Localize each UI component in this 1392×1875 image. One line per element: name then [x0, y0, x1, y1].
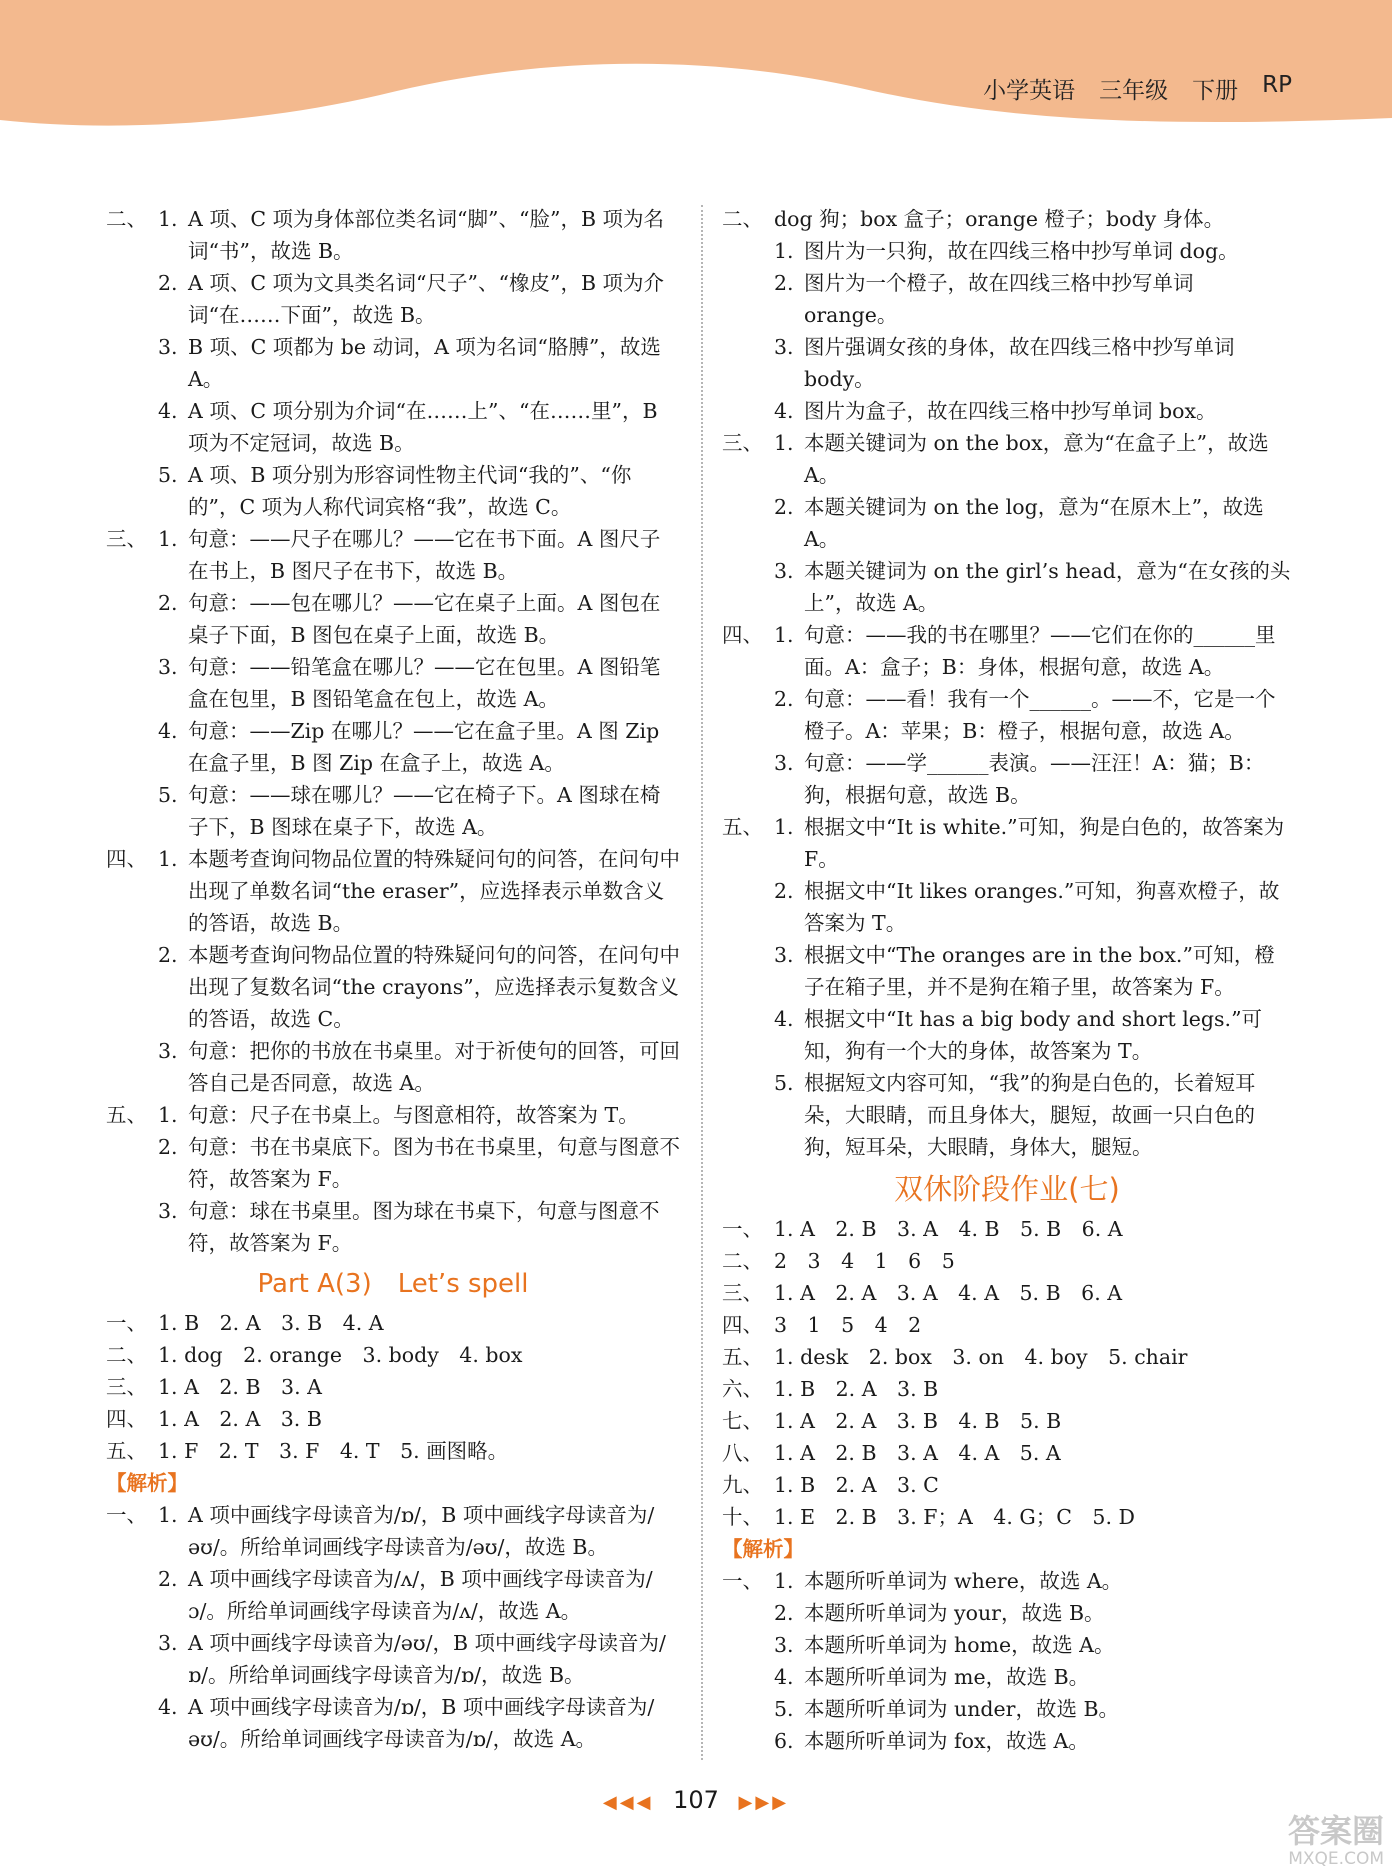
answer-text: 1. A 2. A 3. A 4. A 5. B 6. A: [774, 1281, 1123, 1305]
header-book-info: [983, 72, 1292, 105]
section-label: 一、: [722, 1569, 763, 1593]
answer-row: [722, 1245, 1292, 1277]
list-item: [158, 203, 680, 267]
item-text: A 项、C 项为文具类名词“尺子”、“橡皮”，B 项为介词“在……下面”，故选 B。: [188, 271, 665, 327]
item-number: 2.: [774, 1601, 794, 1625]
item-text: 本题关键词为 on the box，意为“在盒子上”，故选 A。: [804, 431, 1269, 487]
watermark-logo-text: 答案圈: [1287, 1812, 1384, 1850]
item-number: 4.: [774, 399, 794, 423]
list-item: [158, 1627, 680, 1691]
item-number: 2.: [774, 495, 794, 519]
answer-row: [722, 1213, 1292, 1245]
answer-row: [722, 1469, 1292, 1501]
watermark: [1288, 1813, 1384, 1869]
answer-row: [106, 1371, 680, 1403]
item-text: 句意：——包在哪儿？——它在桌子上面。A 图包在桌子下面，B 图包在桌子上面，故选 B。: [188, 591, 661, 647]
page-footer: [0, 1786, 1392, 1814]
list-item: [774, 1693, 1292, 1725]
list-item: [158, 1691, 680, 1755]
answer-section: [106, 1099, 680, 1259]
item-number: 1.: [158, 1103, 178, 1127]
answer-row: [722, 1341, 1292, 1373]
answer-text: 1. B 2. A 3. B 4. A: [158, 1311, 384, 1335]
page-number: 107: [673, 1786, 719, 1814]
analysis-heading: 【解析】: [722, 1537, 804, 1561]
item-number: 2.: [158, 271, 178, 295]
answer-text: 1. B 2. A 3. B: [774, 1377, 939, 1401]
answer-text: 1. A 2. B 3. A 4. B 5. B 6. A: [774, 1217, 1123, 1241]
item-text: 本题关键词为 on the girl’s head，意为“在女孩的头上”，故选 A。: [804, 559, 1291, 615]
item-number: 5.: [158, 463, 178, 487]
answer-row: [106, 1339, 680, 1371]
list-item: [158, 587, 680, 651]
header-subject: 小学英语: [983, 78, 1076, 104]
item-text: A 项、C 项为身体部位类名词“脚”、“脸”，B 项为名词“书”，故选 B。: [188, 207, 665, 263]
answer-text: 2 3 4 1 6 5: [774, 1249, 955, 1273]
answer-text: 1. B 2. A 3. C: [774, 1473, 939, 1497]
answer-section: [106, 203, 680, 523]
item-number: 1.: [158, 1503, 178, 1527]
list-item: [158, 523, 680, 587]
answer-row: [722, 1437, 1292, 1469]
item-number: 2.: [774, 271, 794, 295]
item-text: 图片为一个橙子，故在四线三格中抄写单词 orange。: [804, 271, 1194, 327]
header-grade: 三年级: [1099, 78, 1169, 104]
list-item: [158, 939, 680, 1035]
list-item: [774, 1565, 1292, 1597]
section-label: 二、: [106, 207, 147, 231]
header-edition: RP: [1262, 72, 1292, 98]
item-text: A 项中画线字母读音为/ʌ/，B 项中画线字母读音为/ɔ/。所给单词画线字母读音为/ʌ/，故选 A。: [188, 1567, 653, 1623]
item-number: 1.: [774, 1569, 794, 1593]
list-item: [158, 1099, 680, 1131]
item-text: 图片为盒子，故在四线三格中抄写单词 box。: [804, 399, 1217, 423]
section-label: 七、: [722, 1409, 763, 1433]
answer-text: 1. desk 2. box 3. on 4. boy 5. chair: [774, 1345, 1188, 1369]
item-number: 3.: [158, 1631, 178, 1655]
item-text: 句意：——铅笔盒在哪儿？——它在包里。A 图铅笔盒在包里，B 图铅笔盒在包上，故选 A。: [188, 655, 661, 711]
item-number: 1.: [158, 847, 178, 871]
item-number: 3.: [774, 943, 794, 967]
section-label: 十、: [722, 1505, 763, 1529]
item-text: 根据文中“It likes oranges.”可知，狗喜欢橙子，故答案为 T。: [804, 879, 1280, 935]
item-number: 3.: [774, 751, 794, 775]
left-column: [106, 203, 680, 1755]
list-item: [774, 1067, 1292, 1163]
answer-row: [106, 1435, 680, 1467]
list-item: [158, 1195, 680, 1259]
section-label: 二、: [106, 1343, 147, 1367]
item-text: 句意：把你的书放在书桌里。对于祈使句的回答，可回答自己是否同意，故选 A。: [188, 1039, 680, 1095]
answer-text: 1. A 2. A 3. B 4. B 5. B: [774, 1409, 1062, 1433]
list-item: [158, 267, 680, 331]
homework-heading: 双休阶段作业(七): [894, 1172, 1120, 1206]
item-number: 3.: [774, 559, 794, 583]
section-label: 二、: [722, 1249, 763, 1273]
answer-section: [722, 811, 1292, 1163]
item-text: 根据文中“It is white.”可知，狗是白色的，故答案为 F。: [804, 815, 1285, 871]
analysis-section: [722, 1565, 1292, 1757]
item-number: 1.: [774, 431, 794, 455]
item-number: 4.: [774, 1007, 794, 1031]
section-label: 三、: [722, 1281, 763, 1305]
section-label: 三、: [106, 1375, 147, 1399]
item-text: 句意：尺子在书桌上。与图意相符，故答案为 T。: [188, 1103, 639, 1127]
answer-text: 1. E 2. B 3. F；A 4. G；C 5. D: [774, 1505, 1135, 1529]
page-header: [0, 0, 1392, 140]
list-item: [774, 267, 1292, 331]
item-number: 5.: [774, 1697, 794, 1721]
section-label: 四、: [722, 623, 763, 647]
answer-text: 1. dog 2. orange 3. body 4. box: [158, 1343, 523, 1367]
item-text: 本题所听单词为 under，故选 B。: [804, 1697, 1120, 1721]
answer-text: 1. A 2. A 3. B: [158, 1407, 322, 1431]
item-number: 2.: [158, 1567, 178, 1591]
item-number: 1.: [158, 207, 178, 231]
list-item: [774, 1003, 1292, 1067]
list-item: [774, 875, 1292, 939]
item-number: 4.: [158, 719, 178, 743]
item-text: A 项中画线字母读音为/ɒ/，B 项中画线字母读音为/əʊ/。所给单词画线字母读音为/əʊ/，故选 B。: [188, 1503, 655, 1559]
item-text: 本题所听单词为 home，故选 A。: [804, 1633, 1115, 1657]
answer-text: 1. A 2. B 3. A 4. A 5. A: [774, 1441, 1061, 1465]
answer-section: [106, 843, 680, 1099]
item-number: 1.: [158, 527, 178, 551]
list-item: [774, 1725, 1292, 1757]
item-number: 6.: [774, 1729, 794, 1753]
item-number: 2.: [774, 687, 794, 711]
item-text: A 项、C 项分别为介词“在……上”、“在……里”，B 项为不定冠词，故选 B。: [188, 399, 658, 455]
section-label: 八、: [722, 1441, 763, 1465]
item-number: 2.: [158, 1135, 178, 1159]
list-item: [774, 939, 1292, 1003]
item-number: 1.: [774, 239, 794, 263]
answer-row: [722, 1373, 1292, 1405]
item-text: 图片强调女孩的身体，故在四线三格中抄写单词 body。: [804, 335, 1235, 391]
answer-row: [106, 1403, 680, 1435]
item-text: 句意：——我的书在哪里？——它们在你的______里面。A：盒子；B：身体，根据句意，故选 A。: [804, 623, 1276, 679]
list-item: [774, 619, 1292, 683]
item-number: 2.: [774, 879, 794, 903]
list-item: [158, 331, 680, 395]
list-item: [158, 715, 680, 779]
item-number: 4.: [158, 1695, 178, 1719]
list-item: [158, 779, 680, 843]
list-item: [158, 459, 680, 523]
section-label: 五、: [106, 1439, 147, 1463]
answer-text: 1. A 2. B 3. A: [158, 1375, 322, 1399]
item-text: 本题所听单词为 your，故选 B。: [804, 1601, 1105, 1625]
section-label: 五、: [722, 815, 763, 839]
item-number: 4.: [158, 399, 178, 423]
section-label: 四、: [106, 847, 147, 871]
answer-text: 1. F 2. T 3. F 4. T 5. 画图略。: [158, 1439, 509, 1463]
item-text: 本题所听单词为 me，故选 B。: [804, 1665, 1090, 1689]
item-number: 5.: [774, 1071, 794, 1095]
item-number: 3.: [774, 335, 794, 359]
column-divider: [701, 205, 703, 1760]
item-text: 本题所听单词为 where，故选 A。: [804, 1569, 1123, 1593]
prev-arrows-icon: ◀◀◀: [602, 1792, 654, 1813]
part-heading: Part A(3) Let’s spell: [257, 1269, 529, 1299]
item-text: 句意：——看！我有一个______。——不，它是一个橙子。A：苹果；B：橙子，根据句意，故选 A。: [804, 687, 1276, 743]
section-label: 三、: [722, 431, 763, 455]
right-column: [722, 203, 1292, 1757]
list-item: [774, 491, 1292, 555]
item-number: 5.: [158, 783, 178, 807]
section-label: 六、: [722, 1377, 763, 1401]
section-label: 一、: [722, 1217, 763, 1241]
section-intro: dog 狗；box 盒子；orange 橙子；body 身体。: [774, 207, 1225, 231]
item-text: A 项中画线字母读音为/əʊ/，B 项中画线字母读音为/ɒ/。所给单词画线字母读音为/ɒ/，故选 B。: [188, 1631, 666, 1687]
item-text: 根据文中“The oranges are in the box.”可知，橙子在箱子里，并不是狗在箱子里，故答案为 F。: [804, 943, 1275, 999]
answer-row: [722, 1309, 1292, 1341]
item-number: 3.: [158, 655, 178, 679]
list-item: [774, 1597, 1292, 1629]
answer-row: [722, 1277, 1292, 1309]
answer-row: [106, 1307, 680, 1339]
list-item: [774, 683, 1292, 747]
item-text: 根据短文内容可知，“我”的狗是白色的，长着短耳朵，大眼睛，而且身体大，腿短，故画一只白色的狗，短耳朵，大眼睛，身体大，腿短。: [804, 1071, 1256, 1159]
header-term: 下册: [1192, 78, 1239, 104]
item-text: 句意：——Zip 在哪儿？——它在盒子里。A 图 Zip 在盒子里，B 图 Zip 在盒子上，故选 A。: [188, 719, 660, 775]
section-label: 四、: [722, 1313, 763, 1337]
answer-section: [106, 523, 680, 843]
list-item: [158, 1499, 680, 1563]
analysis-section: [106, 1499, 680, 1755]
item-text: A 项、B 项分别为形容词性物主代词“我的”、“你的”，C 项为人称代词宾格“我”，故选 C。: [188, 463, 632, 519]
list-item: [774, 427, 1292, 491]
item-number: 3.: [158, 335, 178, 359]
section-label: 二、: [722, 207, 763, 231]
section-label: 三、: [106, 527, 147, 551]
list-item: [158, 1131, 680, 1195]
item-number: 3.: [158, 1039, 178, 1063]
section-label: 九、: [722, 1473, 763, 1497]
list-item: [774, 1629, 1292, 1661]
item-text: 本题关键词为 on the log，意为“在原木上”，故选 A。: [804, 495, 1264, 551]
next-arrows-icon: ▶▶▶: [738, 1792, 790, 1813]
answer-text: 3 1 5 4 2: [774, 1313, 922, 1337]
answer-row: [722, 1501, 1292, 1533]
item-number: 1.: [774, 623, 794, 647]
section-label: 五、: [722, 1345, 763, 1369]
item-text: 句意：——尺子在哪儿？——它在书下面。A 图尺子在书上，B 图尺子在书下，故选 B。: [188, 527, 661, 583]
item-text: 本题考查询问物品位置的特殊疑问句的问答，在问句中出现了单数名词“the eraser”，应选择表示单数含义的答语，故选 B。: [188, 847, 680, 935]
item-text: 句意：书在书桌底下。图为书在书桌里，句意与图意不符，故答案为 F。: [188, 1135, 680, 1191]
list-item: [774, 1661, 1292, 1693]
answer-section: [722, 427, 1292, 619]
list-item: [158, 1035, 680, 1099]
item-text: 本题所听单词为 fox，故选 A。: [804, 1729, 1089, 1753]
item-number: 2.: [158, 943, 178, 967]
list-item: [158, 395, 680, 459]
list-item: [158, 1563, 680, 1627]
list-item: [774, 747, 1292, 811]
section-label: 五、: [106, 1103, 147, 1127]
watermark-url: MXQE.COM: [1288, 1849, 1384, 1869]
section-label: 一、: [106, 1311, 147, 1335]
list-item: [774, 235, 1292, 267]
item-number: 4.: [774, 1665, 794, 1689]
answer-section: [722, 203, 1292, 427]
list-item: [774, 811, 1292, 875]
analysis-heading: 【解析】: [106, 1471, 188, 1495]
item-text: B 项、C 项都为 be 动词，A 项为名词“胳膊”，故选 A。: [188, 335, 661, 391]
item-text: 根据文中“It has a big body and short legs.”可知，狗有一个大的身体，故答案为 T。: [804, 1007, 1263, 1063]
list-item: [774, 395, 1292, 427]
item-number: 3.: [774, 1633, 794, 1657]
item-number: 3.: [158, 1199, 178, 1223]
list-item: [774, 331, 1292, 395]
answer-section: [722, 619, 1292, 811]
section-label: 四、: [106, 1407, 147, 1431]
header-wave-band: [0, 0, 1392, 140]
answer-row: [722, 1405, 1292, 1437]
item-text: A 项中画线字母读音为/ɒ/，B 项中画线字母读音为/əʊ/。所给单词画线字母读音为/ɒ/，故选 A。: [188, 1695, 655, 1751]
item-text: 句意：球在书桌里。图为球在书桌下，句意与图意不符，故答案为 F。: [188, 1199, 660, 1255]
item-text: 句意：——学______表演。——汪汪！A：猫；B：狗，根据句意，故选 B。: [804, 751, 1265, 807]
section-label: 一、: [106, 1503, 147, 1527]
list-item: [774, 555, 1292, 619]
list-item: [158, 843, 680, 939]
item-text: 句意：——球在哪儿？——它在椅子下。A 图球在椅子下，B 图球在桌子下，故选 A。: [188, 783, 661, 839]
item-text: 本题考查询问物品位置的特殊疑问句的问答，在问句中出现了复数名词“the crayons”，应选择表示复数含义的答语，故选 C。: [188, 943, 680, 1031]
item-text: 图片为一只狗，故在四线三格中抄写单词 dog。: [804, 239, 1239, 263]
list-item: [158, 651, 680, 715]
item-number: 2.: [158, 591, 178, 615]
item-number: 1.: [774, 815, 794, 839]
